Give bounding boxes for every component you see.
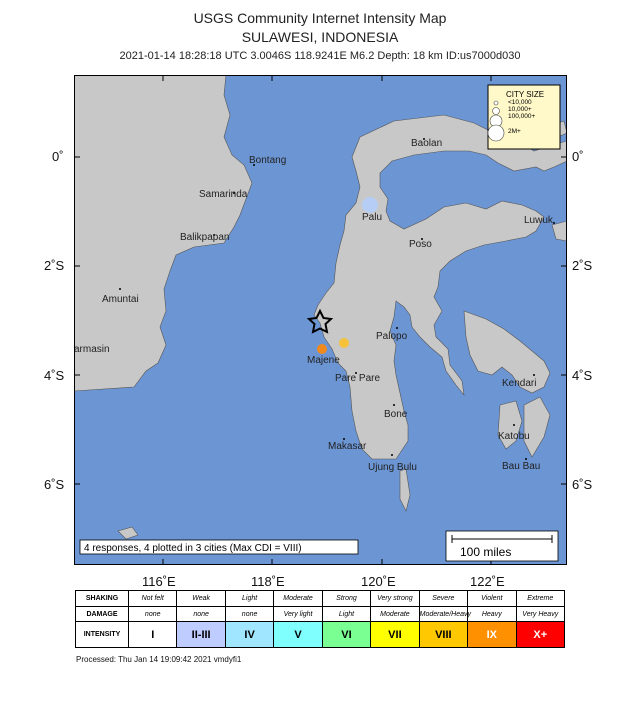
city-label-ujungbulu: Ujung Bulu — [368, 462, 417, 473]
response-majene[interactable] — [317, 344, 327, 354]
city-label-baolan: Baolan — [411, 138, 443, 149]
city-dot-luwuk — [553, 222, 555, 224]
lon-label-116e: 116˚E — [142, 574, 176, 589]
scale-label: 100 miles — [460, 545, 512, 559]
row-label-intensity: INTENSITY — [76, 622, 129, 648]
city-label-amuntai: Amuntai — [102, 294, 139, 305]
damage-cell: Moderate — [371, 606, 419, 622]
event-info: 2021-01-14 18:28:18 UTC 3.0046S 118.9241E M6.2 Depth: 18 km ID:us7000d030 — [119, 50, 521, 62]
city-label-majene: Majene — [307, 355, 340, 366]
city-size-circle-small — [494, 101, 498, 105]
shaking-cell: Violent — [468, 591, 516, 607]
city-size-item-4: 2M+ — [508, 128, 521, 135]
city-label-samarinda: Samarinda — [199, 189, 248, 200]
region-title: SULAWESI, INDONESIA — [241, 29, 399, 45]
city-label-baubau: Bau Bau — [502, 461, 541, 472]
lat-label-6s-right: 6˚S — [572, 477, 593, 492]
city-size-legend — [488, 85, 560, 149]
city-label-banjarmasin: armasin — [74, 344, 110, 355]
intensity-cell: IX — [468, 622, 516, 648]
lon-label-118e: 118˚E — [251, 574, 285, 589]
shaking-cell: Very strong — [371, 591, 419, 607]
processed-timestamp: Processed: Thu Jan 14 19:09:42 2021 vmdyfi1 — [76, 655, 242, 664]
lat-label-0-right: 0˚ — [572, 149, 584, 164]
shaking-cell: Not felt — [129, 591, 177, 607]
lat-label-4s-right: 4˚S — [572, 368, 593, 383]
damage-cell: Heavy — [468, 606, 516, 622]
intensity-map[interactable] — [74, 75, 567, 565]
city-label-bone: Bone — [384, 409, 408, 420]
city-size-circle-xlarge — [488, 125, 504, 141]
city-dot-ujungbulu — [391, 454, 393, 456]
shaking-cell: Light — [225, 591, 273, 607]
lat-label-2s-left: 2˚S — [44, 258, 65, 273]
city-label-kendari: Kendari — [502, 378, 537, 389]
intensity-cell: VI — [322, 622, 370, 648]
intensity-cell: IV — [225, 622, 273, 648]
shaking-cell: Extreme — [516, 591, 565, 607]
scale-bar — [446, 531, 558, 561]
damage-cell: none — [177, 606, 225, 622]
intensity-cell: X+ — [516, 622, 565, 648]
city-label-bontang: Bontang — [249, 155, 287, 166]
city-label-balikpapan: Balikpapan — [180, 232, 230, 243]
city-label-makasar: Makasar — [328, 441, 367, 452]
shaking-cell: Strong — [322, 591, 370, 607]
city-size-item-2: 10,000+ — [508, 106, 532, 113]
intensity-cell: VIII — [419, 622, 467, 648]
shaking-cell: Severe — [419, 591, 467, 607]
lat-label-4s-left: 4˚S — [44, 368, 65, 383]
map-title: USGS Community Internet Intensity Map — [193, 10, 447, 26]
damage-cell: Moderate/Heavy — [419, 606, 467, 622]
responses-note: 4 responses, 4 plotted in 3 cities (Max CDI = VIII) — [84, 543, 302, 554]
city-size-item-3: 100,000+ — [508, 113, 536, 120]
city-label-palopo: Palopo — [376, 331, 408, 342]
intensity-cell: VII — [371, 622, 419, 648]
row-label-damage: DAMAGE — [76, 606, 129, 622]
lat-label-6s-left: 6˚S — [44, 477, 65, 492]
city-dot-makasar — [343, 438, 345, 440]
response-mamuju[interactable] — [339, 338, 349, 348]
shaking-cell: Weak — [177, 591, 225, 607]
lon-label-122e: 122˚E — [470, 574, 505, 589]
city-dot-kendari — [533, 374, 535, 376]
intensity-cell: II-III — [177, 622, 225, 648]
damage-cell: none — [129, 606, 177, 622]
intensity-legend — [75, 590, 565, 648]
city-dot-palopo — [396, 327, 398, 329]
damage-cell: Very Heavy — [516, 606, 565, 622]
lat-label-2s-right: 2˚S — [572, 258, 593, 273]
row-label-shaking: SHAKING — [76, 591, 129, 607]
city-label-katobu: Katobu — [498, 431, 530, 442]
city-label-palu: Palu — [362, 212, 383, 223]
city-label-poso: Poso — [409, 239, 432, 250]
city-size-title: CITY SIZE — [506, 90, 545, 99]
damage-cell: none — [225, 606, 273, 622]
city-dot-amuntai — [119, 288, 121, 290]
damage-cell: Very light — [274, 606, 322, 622]
response-palu[interactable] — [362, 197, 378, 213]
shaking-cell: Moderate — [274, 591, 322, 607]
city-dot-katobu — [513, 424, 515, 426]
city-label-luwuk: Luwuk — [524, 215, 553, 226]
damage-cell: Light — [322, 606, 370, 622]
intensity-cell: V — [274, 622, 322, 648]
intensity-cell: I — [129, 622, 177, 648]
lat-label-0-left: 0˚ — [52, 149, 64, 164]
city-size-circle-medium — [493, 108, 500, 115]
city-label-parepare: Pare Pare — [335, 373, 381, 384]
city-size-item-1: <10,000 — [508, 99, 532, 106]
city-dot-bone — [393, 404, 395, 406]
lon-label-120e: 120˚E — [361, 574, 396, 589]
city-dot-baubau — [525, 458, 527, 460]
